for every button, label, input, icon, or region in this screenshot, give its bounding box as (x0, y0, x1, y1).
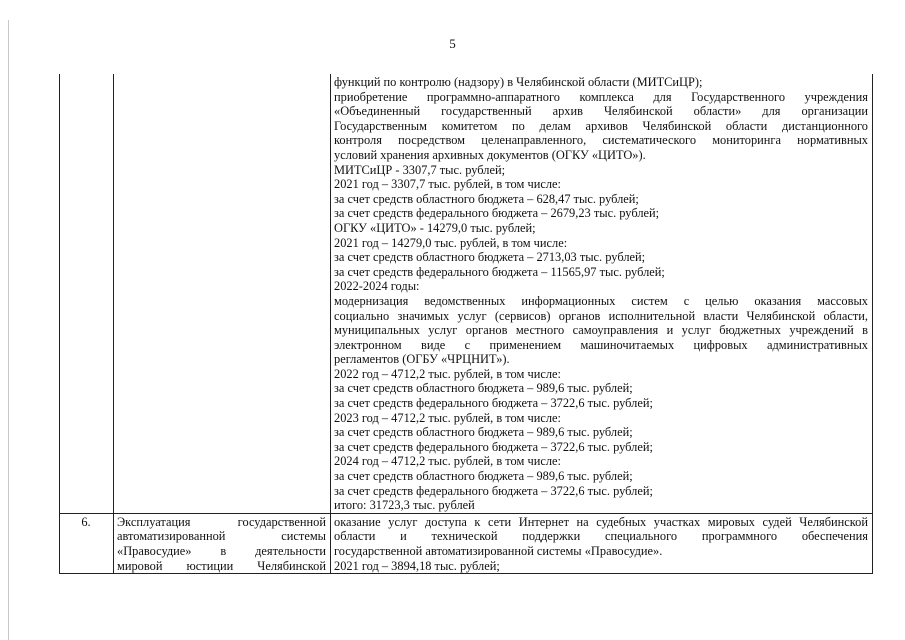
text-line: 2021 год – 3307,7 тыс. рублей, в том числе: (334, 177, 561, 192)
text-line: Эксплуатация государственной (117, 514, 326, 529)
text-line: приобретение программно-аппаратного комплекса для Государственного учреждения (334, 89, 868, 104)
text-line: за счет средств областного бюджета – 989,6 тыс. рублей; (334, 469, 633, 484)
text-line: 2023 год – 4712,2 тыс. рублей, в том числе: (334, 410, 561, 425)
text-line: автоматизированной системы (117, 529, 326, 544)
text-line: 2024 год – 4712,2 тыс. рублей, в том числе: (334, 454, 561, 469)
text-line: 2022-2024 годы: (334, 279, 420, 294)
text-line: 2021 год – 3894,18 тыс. рублей; (334, 558, 500, 573)
text-line: социально значимых услуг (сервисов) органов исполнительной власти Челябинской области, (334, 308, 868, 323)
text-line: за счет средств областного бюджета – 2713,03 тыс. рублей; (334, 250, 646, 265)
text-line: ОГКУ «ЦИТО» - 14279,0 тыс. рублей; (334, 220, 536, 235)
text-line: мировой юстиции Челябинской (117, 558, 326, 573)
text-line: Государственным комитетом по делам архивов Челябинской области дистанционного (334, 118, 868, 133)
row-description-cell (331, 513, 873, 573)
row-number-cell (60, 74, 114, 513)
page-number: 5 (449, 36, 456, 51)
text-line: за счет средств областного бюджета – 628,47 тыс. рублей; (334, 191, 639, 206)
text-line: за счет средств федерального бюджета – 3722,6 тыс. рублей; (334, 396, 653, 411)
text-line: за счет средств федерального бюджета – 3722,6 тыс. рублей; (334, 439, 653, 454)
text-line: муниципальных услуг органов местного самоуправления и услуг бюджетных учреждений в (334, 323, 868, 338)
description-lines (334, 75, 868, 513)
name-lines (117, 515, 326, 573)
text-line: «Объединенный государственный архив Челябинской области» для организации (334, 104, 868, 119)
row-number-cell: 6. (60, 513, 114, 573)
text-line: за счет средств областного бюджета – 989,6 тыс. рублей; (334, 381, 633, 396)
text-line: 2022 год – 4712,2 тыс. рублей, в том числе: (334, 366, 561, 381)
text-line: условий хранения архивных документов (ОГКУ «ЦИТО»). (334, 147, 646, 162)
text-line: «Правосудие» в деятельности (117, 544, 326, 558)
text-line: оказание услуг доступа к сети Интернет на судебных участках мировых судей Челябинской (334, 514, 868, 529)
text-line: модернизация ведомственных информационных систем с целью оказания массовых (334, 293, 868, 308)
page-edge-line (8, 20, 9, 640)
table-row-6 (60, 513, 873, 573)
text-line: за счет средств федерального бюджета – 2679,23 тыс. рублей; (334, 206, 660, 221)
text-line: МИТСиЦР - 3307,7 тыс. рублей; (334, 162, 506, 177)
text-line: за счет средств федерального бюджета – 3722,6 тыс. рублей; (334, 483, 653, 498)
text-line: государственной автоматизированной системы «Правосудие». (334, 544, 663, 558)
row-name-cell (114, 513, 331, 573)
row-name-cell (114, 74, 331, 513)
text-line: контроля посредством целенаправленного, систематического мониторинга нормативных (334, 133, 868, 148)
text-line: области и технической поддержки специального программного обеспечения (334, 529, 868, 544)
text-line: итого: 31723,3 тыс. рублей (334, 498, 475, 513)
text-line: функций по контролю (надзору) в Челябинской области (МИТСиЦР); (334, 75, 703, 89)
text-line: электронном виде с применением машиночитаемых цифровых административных (334, 337, 868, 352)
row-description-cell (331, 74, 873, 513)
description-lines (334, 515, 868, 573)
text-line: 2021 год – 14279,0 тыс. рублей, в том числе: (334, 235, 568, 250)
table-row-continued (60, 74, 873, 513)
text-line: регламентов (ОГБУ «ЧРЦНИТ»). (334, 352, 510, 367)
program-table (59, 74, 873, 574)
text-line: за счет средств областного бюджета – 989,6 тыс. рублей; (334, 425, 633, 440)
text-line: за счет средств федерального бюджета – 11565,97 тыс. рублей; (334, 264, 665, 279)
